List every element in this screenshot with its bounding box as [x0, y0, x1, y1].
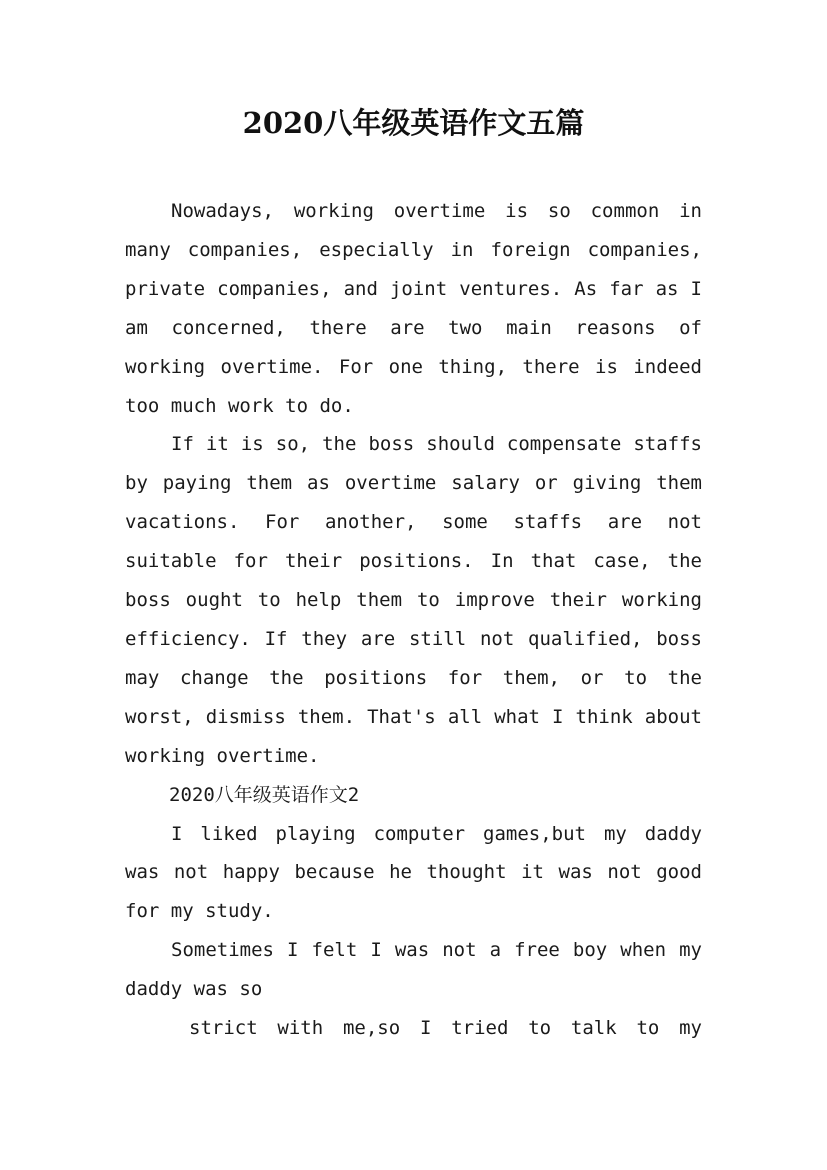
document-title: 2020八年级英语作文五篇: [242, 106, 585, 140]
paragraph-5: strict with me,so I tried to talk to my: [189, 1017, 702, 1040]
paragraph-2: If it is so, the boss should compensate staffs by paying them as overtime salary or giving them vacations. For another, some staffs are not suitable for their positions. In that case, the boss ought to help them to improve their working efficiency. If they are still not qualified, boss may change the positions for them, or to the worst, dismiss them. That's all what I think about working overtime.: [125, 433, 702, 767]
paragraph-4: Sometimes I felt I was not a free boy when my daddy was so: [125, 939, 702, 1001]
paragraph-1: Nowadays, working overtime is so common in many companies, especially in foreign companies, private companies, and joint ventures. As far as I am concerned, there are two main reasons of working overtime. For one thing, there is indeed too much work to do.: [125, 200, 702, 417]
document-body: [125, 192, 702, 1048]
section-heading: 2020八年级英语作文2: [169, 783, 360, 806]
paragraph-3: I liked playing computer games,but my daddy was not happy because he thought it was not good for my study.: [125, 822, 702, 923]
